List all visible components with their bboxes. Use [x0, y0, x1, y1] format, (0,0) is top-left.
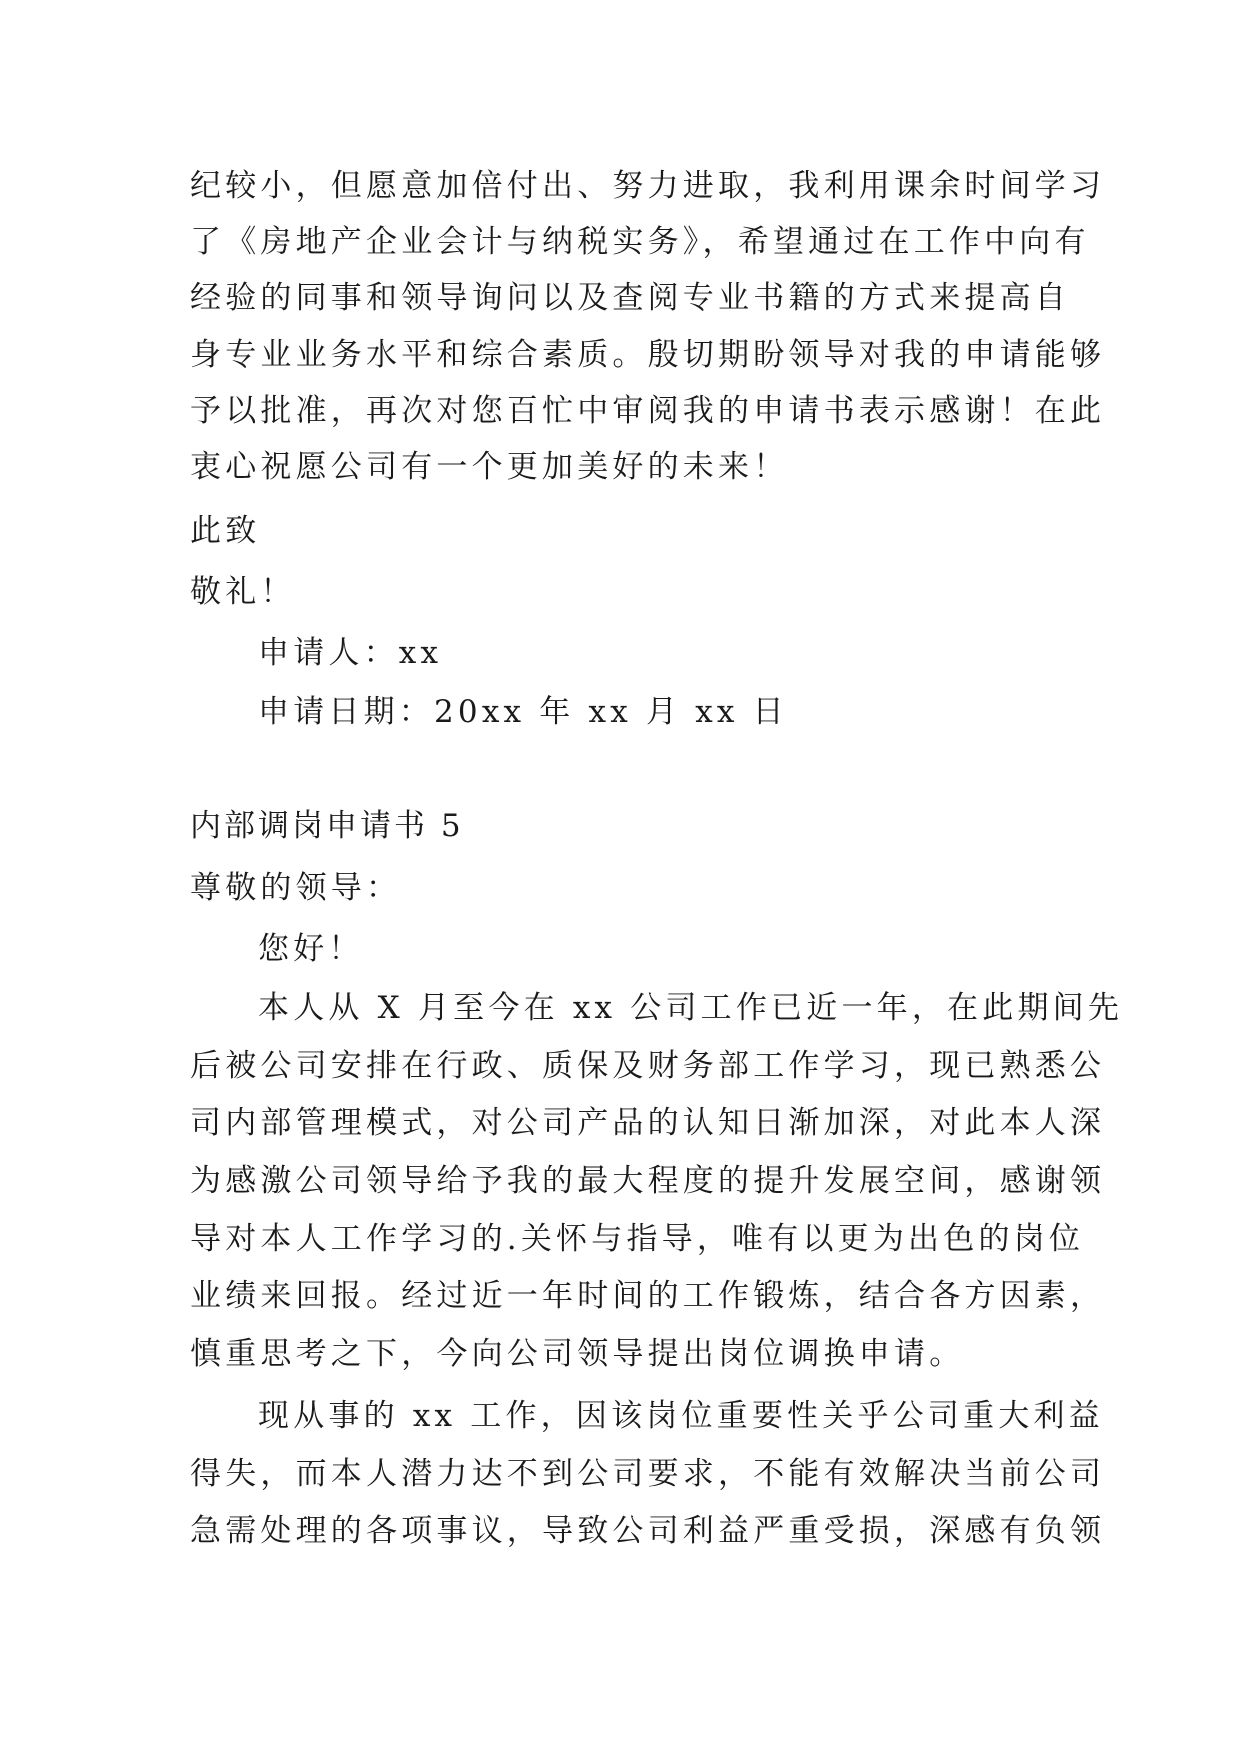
body-text-line: 予以批准，再次对您百忙中审阅我的申请书表示感谢！在此: [190, 393, 1106, 429]
body-text-line: 导对本人工作学习的.关怀与指导，唯有以更为出色的岗位: [190, 1221, 1085, 1257]
greeting: 您好！: [258, 931, 364, 967]
body-text-line: 急需处理的各项事议，导致公司利益严重受损，深感有负领: [190, 1513, 1106, 1549]
application-date: 申请日期：20xx 年 xx 月 xx 日: [258, 694, 788, 730]
body-text-line: 本人从 X 月至今在 xx 公司工作已近一年，在此期间先: [258, 990, 1124, 1026]
body-text-line: 衷心祝愿公司有一个更加美好的未来！: [190, 449, 789, 485]
body-text-line: 司内部管理模式，对公司产品的认知日渐加深，对此本人深: [190, 1105, 1106, 1141]
closing-cizhi: 此致: [190, 513, 261, 549]
body-text-line: 得失，而本人潜力达不到公司要求，不能有效解决当前公司: [190, 1456, 1106, 1492]
body-text-line: 纪较小，但愿意加倍付出、努力进取，我利用课余时间学习: [190, 168, 1106, 204]
applicant-line: 申请人：xx: [258, 635, 443, 671]
body-text-line: 了《房地产企业会计与纳税实务》，希望通过在工作中向有: [190, 224, 1090, 260]
body-text-line: 经验的同事和领导询问以及查阅专业书籍的方式来提高自: [190, 280, 1070, 316]
body-text-line: 身专业业务水平和综合素质。殷切期盼领导对我的申请能够: [190, 337, 1106, 373]
body-text-line: 慎重思考之下，今向公司领导提出岗位调换申请。: [190, 1336, 965, 1372]
closing-jingli: 敬礼！: [190, 574, 296, 610]
body-text-line: 业绩来回报。经过近一年时间的工作锻炼，结合各方因素，: [190, 1278, 1106, 1314]
section-title: 内部调岗申请书 5: [190, 808, 464, 844]
body-text-line: 后被公司安排在行政、质保及财务部工作学习，现已熟悉公: [190, 1048, 1106, 1084]
salutation: 尊敬的领导：: [190, 870, 402, 906]
body-text-line: 现从事的 xx 工作，因该岗位重要性关乎公司重大利益: [258, 1398, 1104, 1434]
body-text-line: 为感激公司领导给予我的最大程度的提升发展空间，感谢领: [190, 1163, 1106, 1199]
